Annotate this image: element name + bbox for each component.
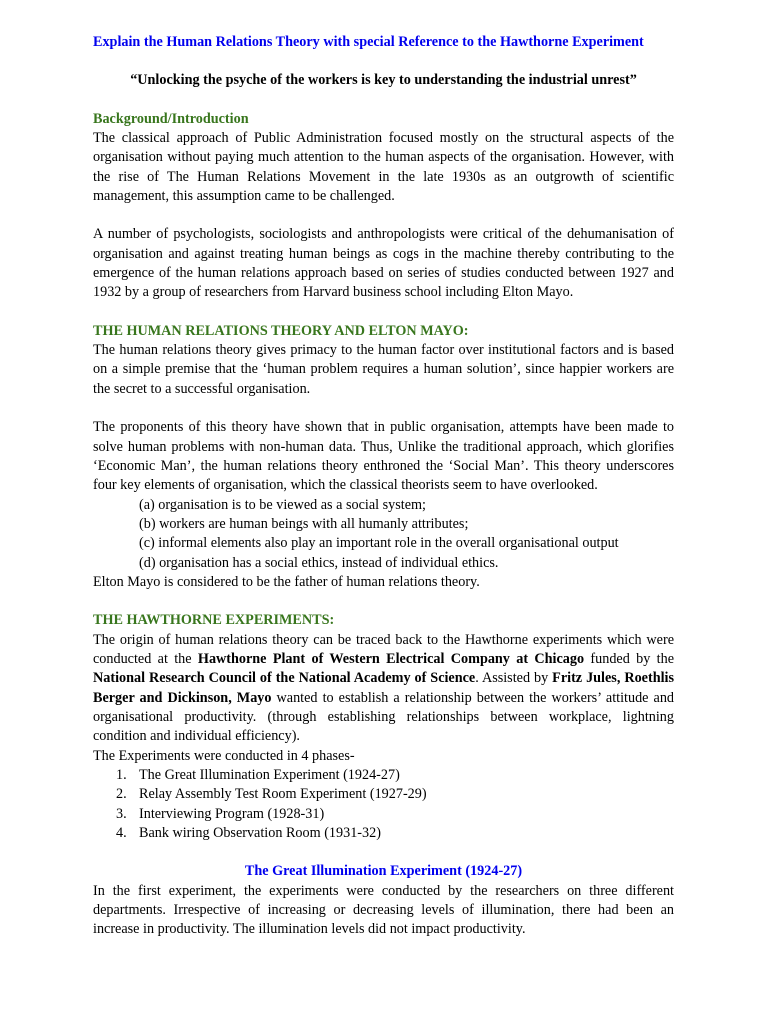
hrt-paragraph-3: Elton Mayo is considered to be the father of human relations theory. <box>93 573 480 590</box>
list-label: The Great Illumination Experiment (1924-27) <box>139 767 400 783</box>
phases-intro: The Experiments were conducted in 4 phases- <box>93 747 355 764</box>
bold-text-run: Fritz Jules, Roethlis Berger and Dickinson, Mayo <box>93 670 674 706</box>
document-page <box>93 33 674 940</box>
list-item <box>93 785 674 804</box>
list-number: 3. <box>116 805 127 822</box>
key-element-item: (d) organisation has a social ethics, instead of individual ethics. <box>139 554 499 571</box>
phases-list <box>93 766 674 843</box>
key-elements-list <box>93 496 674 573</box>
key-element-item: (a) organisation is to be viewed as a social system; <box>139 496 426 513</box>
illumination-heading: The Great Illumination Experiment (1924-27) <box>244 863 523 880</box>
bold-text-run: Hawthorne Plant of Western Electrical Company at Chicago <box>197 650 585 667</box>
key-element-item: (b) workers are human beings with all humanly attributes; <box>139 515 469 532</box>
document-title: Explain the Human Relations Theory with special Reference to the Hawthorne Experiment <box>93 34 644 50</box>
list-number: 1. <box>116 767 127 783</box>
text-run: . Assisted by <box>475 670 553 687</box>
list-item <box>93 766 674 785</box>
epigraph-quote: “Unlocking the psyche of the workers is key to understanding the industrial unrest” <box>130 72 637 89</box>
key-element-item: (c) informal elements also play an important role in the overall organisational output <box>139 535 619 552</box>
hrt-paragraph-2: The proponents of this theory have shown that in public organisation, attempts have been made to solve human problems with non-human data. Thus, Unlike the traditional approach, which glorifies ‘Economic Man’, the human relations theory enthroned the ‘Social Man’. This theory underscores four key elements of organisation, which the classical theorists seem to have overlooked. <box>93 419 674 494</box>
hrt-paragraph-1: The human relations theory gives primacy to the human factor over institutional factors and is based on a simple premise that the ‘human problem requires a human solution’, since happier workers are the secret to a successful organisation. <box>93 342 674 397</box>
list-label: Interviewing Program (1928-31) <box>139 805 325 822</box>
list-label: Relay Assembly Test Room Experiment (1927-29) <box>139 786 427 803</box>
background-paragraph-2: A number of psychologists, sociologists and anthropologists were critical of the dehumanisation of organisation and against treating human beings as cogs in the machine thereby contributing to the emergence of the human relations approach based on series of studies conducted between 1927 and 1932 by a group of researchers from Harvard business school including Elton Mayo. <box>93 226 674 301</box>
illumination-paragraph-1: In the first experiment, the experiments were conducted by the researchers on three different departments. Irrespective of increasing or decreasing levels of illumination, there had been an increase in productivity. The illumination levels did not impact productivity. <box>93 882 674 938</box>
list-label: Bank wiring Observation Room (1931-32) <box>139 825 381 842</box>
list-item <box>93 805 674 824</box>
bold-text-run: National Research Council of the National Academy of Science <box>93 670 476 687</box>
hawthorne-heading: THE HAWTHORNE EXPERIMENTS: <box>93 612 335 629</box>
text-run: wanted to establish a relationship between the workers’ attitude and organisational productivity. (through establishing relationships between workplace, lightning condition and individual efficiency). <box>93 689 675 745</box>
text-run: The origin of human relations theory can be traced back to the Hawthorne experiments which were conducted at the <box>93 631 674 667</box>
list-number: 4. <box>116 825 127 842</box>
text-run: funded by the <box>584 650 674 667</box>
background-heading: Background/Introduction <box>93 110 249 127</box>
background-paragraph-1: The classical approach of Public Administration focused mostly on the structural aspects of the organisation without paying much attention to the human aspects of the organisation. However, with the rise of The Human Relations Movement in the late 1930s as an outgrowth of scientific management, this assumption came to be challenged. <box>93 130 674 205</box>
list-number: 2. <box>116 786 127 803</box>
hawthorne-paragraph-1 <box>93 631 674 747</box>
list-item <box>93 824 674 843</box>
hrt-heading: THE HUMAN RELATIONS THEORY AND ELTON MAYO: <box>93 322 469 339</box>
